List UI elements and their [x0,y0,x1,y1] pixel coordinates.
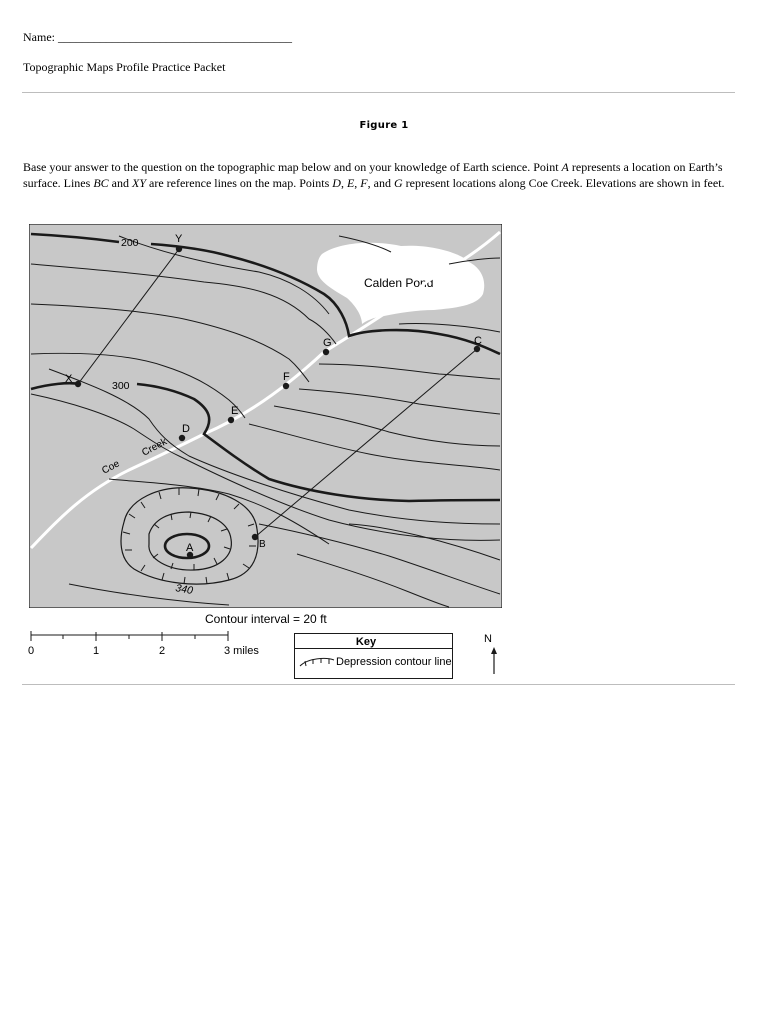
figure-label: Figure 1 [359,120,409,131]
packet-title: Topographic Maps Profile Practice Packet [23,60,226,74]
topographic-map [29,224,502,608]
name-blank: _______________________________________ [58,30,292,44]
key-title: Key [355,636,377,648]
label-c: C [474,335,482,347]
contour-interval: Contour interval = 20 ft [205,612,327,626]
map-legend [24,628,504,684]
label-a: A [186,542,194,554]
point-b [252,534,258,540]
scale-label-3: 3 miles [224,645,259,657]
question-text: Base your answer to the question on the topographic map below and on your knowledge of Earth science. Point A represents a location on Earth’s surface. Lines BC and XY are reference lines on the map. Points D, E, F, and G represent locations along Coe Creek. Elevations are shown in feet. [23,160,725,190]
divider-bottom [22,684,735,685]
point-y [176,246,182,252]
name-line [23,30,292,45]
point-f [283,383,289,389]
label-f: F [283,371,290,383]
pond-label: Calden Pond [364,276,434,290]
contour-label-340: 340 [174,582,194,597]
north-label: N [484,633,492,645]
label-e: E [231,405,239,417]
scale-label-0: 0 [28,645,35,657]
creek-label-coe: Coe [100,458,122,477]
point-d [179,435,185,441]
label-b: B [259,539,266,550]
point-e [228,417,234,423]
scale-label-2: 2 [159,645,166,657]
label-x: X [65,373,73,385]
label-d: D [182,423,190,435]
divider-top [22,92,735,93]
scale-bar [31,631,228,641]
creek-label-creek: Creek [140,436,169,459]
point-x [75,381,81,387]
north-arrow-icon [491,647,497,674]
label-y: Y [175,233,183,245]
label-g: G [323,337,332,349]
name-label: Name: [23,30,55,44]
key-entry: Depression contour line [336,656,452,668]
contour-label-200: 200 [121,237,139,249]
scale-label-1: 1 [93,645,100,657]
point-g [323,349,329,355]
scale-labels [28,645,259,657]
contour-label-300: 300 [112,380,130,392]
